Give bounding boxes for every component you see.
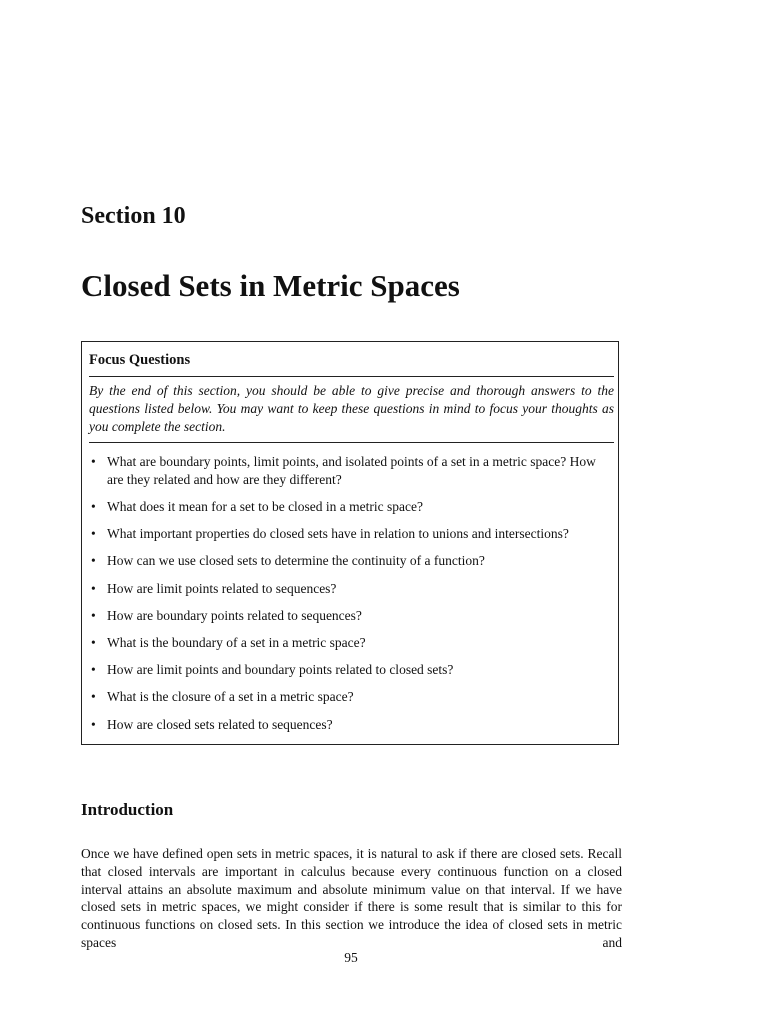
focus-questions-box [81, 341, 619, 745]
focus-question-text: What important properties do closed sets have in relation to unions and intersections? [107, 526, 569, 542]
section-number: Section 10 [81, 203, 186, 229]
bullet-icon: • [91, 526, 96, 542]
focus-question-text: How are closed sets related to sequences? [107, 716, 333, 732]
focus-question-text: How are limit points related to sequences? [107, 580, 337, 596]
bullet-icon: • [91, 689, 96, 705]
focus-question-text: How can we use closed sets to determine the continuity of a function? [107, 553, 485, 569]
bullet-icon: • [91, 580, 96, 596]
bullet-icon: • [91, 634, 96, 650]
focus-question-item [91, 607, 614, 625]
bullet-icon: • [91, 716, 96, 732]
focus-question-item [91, 552, 614, 570]
focus-divider-bottom [89, 442, 614, 443]
focus-question-item [91, 453, 614, 488]
focus-questions-intro: By the end of this section, you should be able to give precise and thorough answers to the questions listed below. You may want to keep these questions in mind to focus your thoughts as you complete the section. [89, 383, 614, 434]
focus-question-item [91, 580, 614, 598]
focus-question-item [91, 661, 614, 679]
focus-question-text: What is the closure of a set in a metric space? [107, 689, 354, 705]
focus-question-item [91, 634, 614, 652]
focus-question-text: What is the boundary of a set in a metric space? [107, 634, 366, 650]
bullet-icon: • [91, 553, 96, 569]
section-title: Closed Sets in Metric Spaces [81, 268, 460, 303]
focus-divider-top [89, 376, 614, 377]
introduction-heading: Introduction [81, 800, 174, 819]
focus-questions-list [91, 453, 614, 743]
bullet-icon: • [91, 454, 96, 469]
focus-question-text: How are limit points and boundary points related to closed sets? [107, 662, 454, 678]
focus-question-text: What are boundary points, limit points, and isolated points of a set in a metric space? How are they related and how are they different? [107, 454, 596, 487]
focus-question-item [91, 525, 614, 543]
focus-questions-heading: Focus Questions [89, 352, 191, 368]
bullet-icon: • [91, 662, 96, 678]
page-number: 95 [344, 950, 358, 965]
focus-question-item [91, 688, 614, 706]
bullet-icon: • [91, 499, 96, 514]
bullet-icon: • [91, 607, 96, 623]
focus-question-item [91, 498, 614, 516]
focus-question-text: How are boundary points related to sequences? [107, 607, 362, 623]
introduction-paragraph: Once we have defined open sets in metric spaces, it is natural to ask if there are closed sets. Recall that closed intervals are important in calculus because every continuous function on a closed interval attains an absolute maximum and absolute minimum value on that interval. If we have closed sets in metric spaces, we might consider if there is some result that is similar to this for continuous functions on closed sets. In this section we introduce the idea of closed sets in metric spaces and [81, 846, 622, 950]
focus-question-text: What does it mean for a set to be closed in a metric space? [107, 499, 423, 514]
focus-question-item [91, 716, 614, 734]
